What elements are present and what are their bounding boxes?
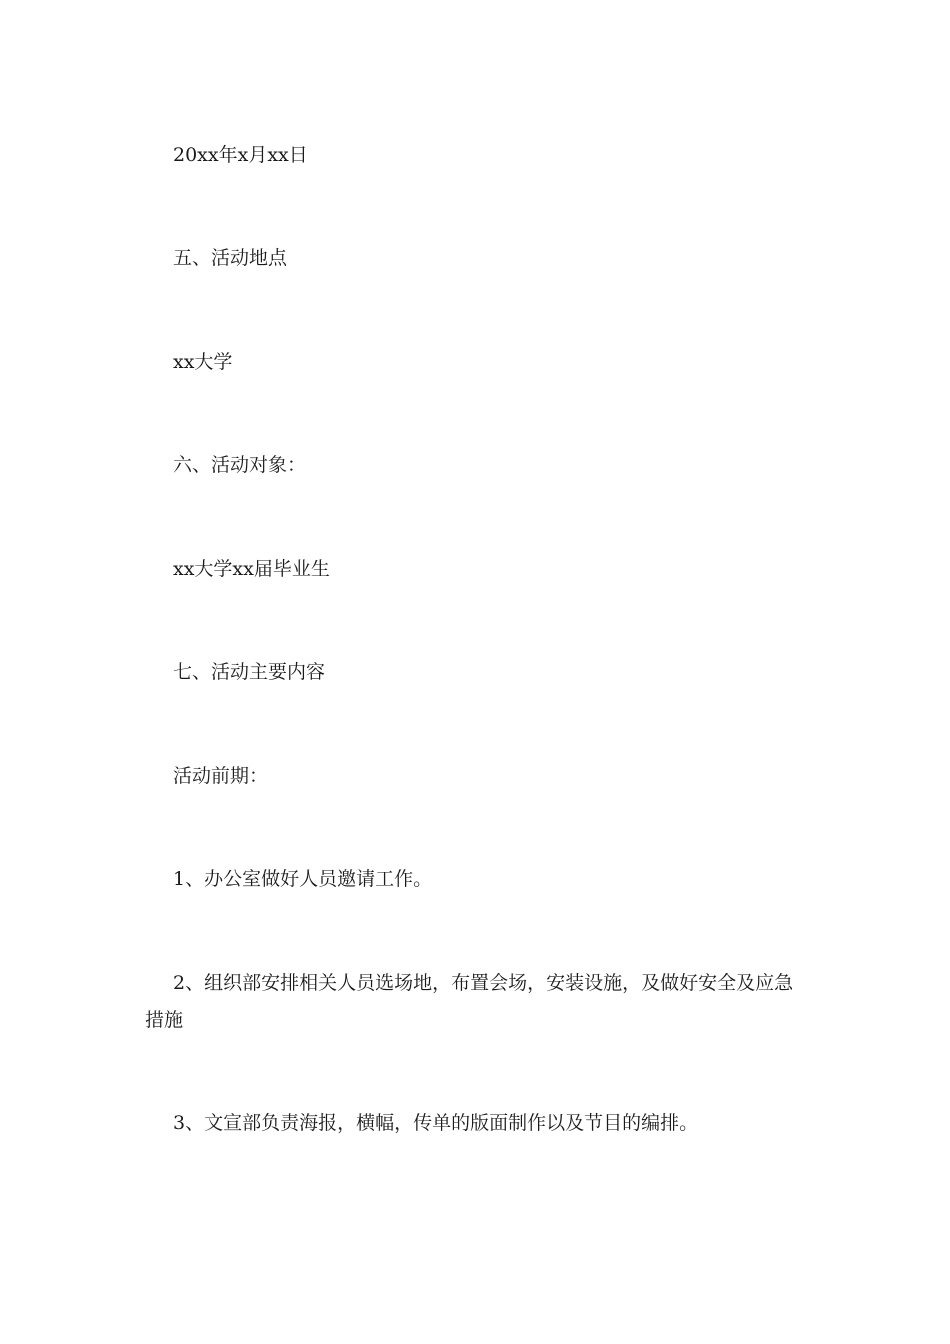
paragraph-audience: xx大学xx届毕业生 — [173, 558, 330, 580]
heading-activity-content: 七、活动主要内容 — [173, 661, 326, 683]
paragraph-date: 20xx年x月xx日 — [173, 144, 308, 166]
paragraph-location: xx大学 — [173, 351, 233, 373]
list-item-2: 2、组织部安排相关人员选场地，布置会场，安装设施，及做好安全及应急措施 — [145, 972, 794, 1031]
heading-activity-location: 五、活动地点 — [173, 247, 288, 269]
subheading-pre-activity: 活动前期： — [173, 765, 269, 787]
heading-activity-audience: 六、活动对象： — [173, 454, 307, 476]
list-item-3: 3、文宣部负责海报，横幅，传单的版面制作以及节目的编排。 — [173, 1112, 699, 1134]
list-item-1: 1、办公室做好人员邀请工作。 — [173, 868, 433, 890]
